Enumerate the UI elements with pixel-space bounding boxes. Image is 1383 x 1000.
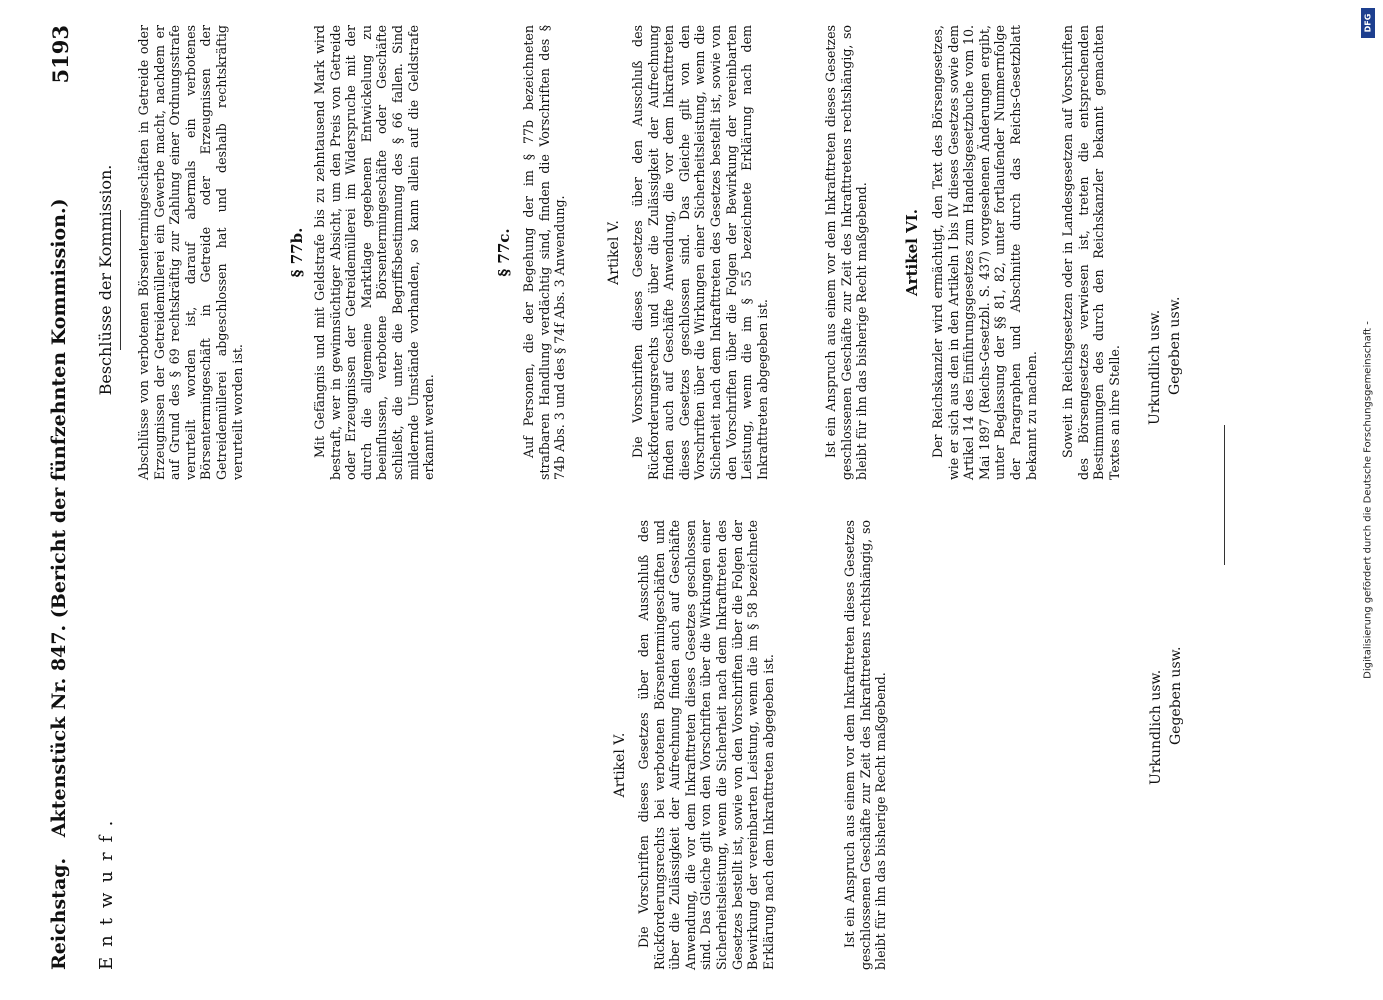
header-middle: Aktenstück Nr. 847. [48,624,70,838]
right-closing-line-1: Urkundlich usw. [1147,309,1163,425]
right-column-title: Beschlüsse der Kommission. [96,164,115,396]
left-article-v-paragraph-1: Die Vorschriften dieses Gesetzes über den Ausschluß des Rückforderungsrechts bei verbotenen Börsentermingeschäften und über die Zulässigkeit der Aufrechnung finden auch auf Geschäfte Anwendung, die vor dem Inkrafttreten dieses Gesetzes geschlossen sind. Das Gleiche gilt von den Vorschriften über die Wirkungen einer Sicherheitsleistung, wenn die Sicherheit nach dem Inkrafttreten des Gesetzes bestellt ist, sowie von den Vorschriften über die Folgen der Bewirkung der vereinbarten Leistung, wenn die im § 58 bezeichnete Erklärung nach dem Inkrafttreten abgegeben ist. [636,520,776,970]
article-vi-paragraph-2: Soweit in Reichsgesetzen oder in Landesgesetzen auf Vorschriften des Börsengesetzes verwiesen ist, treten die entsprechenden Bestimmungen des durch den Reichskanzler bekannt gemachten Textes an ihre Stelle. [1060,25,1122,480]
right-closing-line-2: Gegeben usw. [1167,296,1183,395]
right-article-v-paragraph-1: Die Vorschriften dieses Gesetzes über den Ausschluß des Rückforderungsrechts und über die Zulässigkeit der Aufrechnung finden auch auf Geschäfte Anwendung, die vor dem Inkrafttreten dieses Gesetzes geschlossen sind. Das Gleiche gilt von den Vorschriften über die Wirkungen einer Sicherheitsleistung, wenn die Sicherheit nach dem Inkrafttreten des Gesetzes bestellt ist, sowie von den Vorschriften über die Folgen der Bewirkung der vereinbarten Leistung, wenn die im § 55 bezeichnete Erklärung nach dem Inkrafttreten abgegeben ist. [630,25,770,480]
dfg-logo: DFG [1361,8,1375,38]
article-vi-paragraph-1: Der Reichskanzler wird ermächtigt, den Text des Börsengesetzes, wie er sich aus den in den Artikeln I bis IV dieses Gesetzes sowie dem Artikel 14 des Einführungsgesetzes zum Handelsgesetzbuche vom 10. Mai 1897 (Reichs-Gesetzbl. S. 437) vorgesehenen Änderungen ergibt, unter Beglassung der §§ 81, 82, unter fortlaufender Nummernfolge der Paragraphen und Abschnitte durch das Reichs-Gesetzblatt bekannt zu machen. [930,25,1039,480]
page-header [48,198,70,970]
left-column-title: Entwurf. [96,810,117,970]
header-left: Reichstag. [48,857,70,970]
title-underline [120,210,121,350]
right-closing [1145,297,1185,425]
section-77c-text: Auf Personen, die der Begehung der im § 77b bezeichneten strafbaren Handlung verdächtig sind, finden die Vorschriften des § 74b Abs. 3 und des § 74f Abs. 3 Anwendung. [521,25,568,480]
right-article-v-paragraph-2: Ist ein Anspruch aus einem vor dem Inkrafttreten dieses Gesetzes geschlossenen Geschäfte zur Zeit des Inkrafttretens rechtshängig, so bleibt für ihn das bisherige Recht maßgebend. [823,25,870,480]
column-separator-rule [1224,425,1225,565]
right-intro-paragraph: Abschlüsse von verbotenen Börsentermingeschäften in Getreide oder Erzeugnissen der Getreidemüllerei ein Gewerbe macht, nachdem er auf Grund des § 69 rechtskräftig zur Zahlung einer Ordnungsstrafe verurteilt worden ist, darauf abermals ein verbotenes Börsentermingeschäft in Getreide oder Erzeugnissen der Getreidemüllerei abgeschlossen hat und deshalb rechtskräftig verurteilt worden ist. [136,25,245,480]
section-77b-text: Mit Gefängnis und mit Geldstrafe bis zu zehntausend Mark wird bestraft, wer in gewinnsüchtiger Absicht, um den Preis von Getreide oder Erzeugnissen der Getreidemüllerei im Widerspruche mit der durch die allgemeine Marktlage gegebenen Entwickelung zu beeinflussen, verbotene Börsentermingeschäfte oder Geschäfte schließt, die unter die Begriffsbestimmung des § 66 fallen. Sind mildernde Umstände vorhanden, so kann allein auf die Geldstrafe erkannt werden. [312,25,437,480]
digitization-credit-text: Digitalisierung gefördert durch die Deutsche Forschungsgemeinschaft - [1362,321,1374,679]
right-article-v-heading: Artikel V. [606,220,622,285]
left-closing-line-2: Gegeben usw. [1168,646,1184,745]
header-right: (Bericht der fünfzehnten Kommission.) [48,198,70,619]
section-77c-heading: § 77c. [495,228,513,277]
left-closing [1146,647,1186,785]
left-article-v-heading: Artikel V. [612,732,628,798]
article-vi-heading: Artikel VI. [903,209,921,296]
left-article-v-paragraph-2: Ist ein Anspruch aus einem vor dem Inkrafttreten dieses Gesetzes geschlossenen Geschäfte zur Zeit des Inkrafttretens rechtshängig, so bleibt für ihn das bisherige Recht maßgebend. [842,520,889,970]
left-closing-line-1: Urkundlich usw. [1148,669,1164,785]
section-77b-heading: § 77b. [288,227,306,278]
page-number: 5193 [48,25,73,84]
